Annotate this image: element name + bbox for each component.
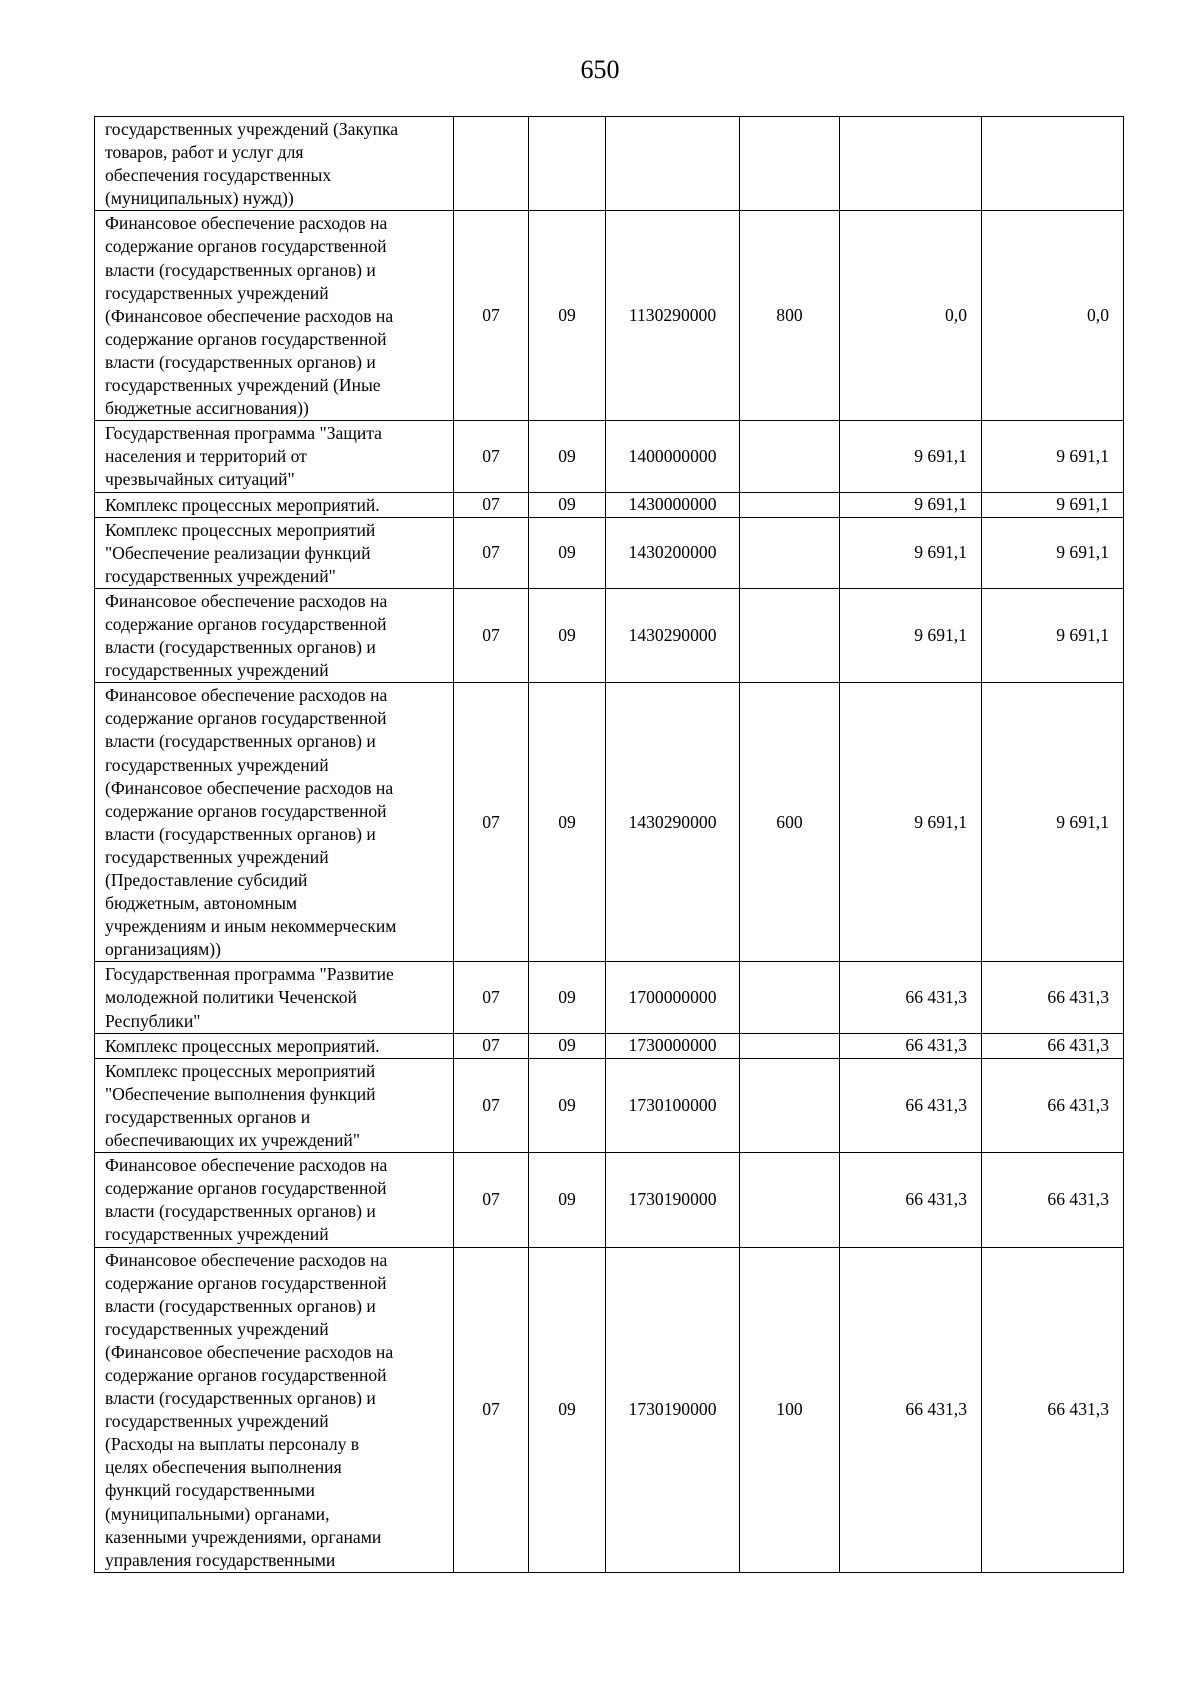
table-row bbox=[95, 421, 1124, 492]
description-line: содержание органов государственной bbox=[105, 236, 387, 257]
expense-description bbox=[95, 588, 454, 682]
section-code: 07 bbox=[454, 683, 529, 962]
amount-year-1: 9 691,1 bbox=[840, 588, 982, 682]
amount-year-1: 0,0 bbox=[840, 211, 982, 421]
subsection-code bbox=[529, 117, 606, 211]
description-line: содержание органов государственной bbox=[105, 613, 387, 634]
description-line: казенными учреждениями, органами bbox=[105, 1526, 382, 1547]
description-line: содержание органов государственной bbox=[105, 800, 387, 821]
amount-year-2: 9 691,1 bbox=[982, 683, 1124, 962]
description-line: власти (государственных органов) и bbox=[105, 823, 376, 844]
expense-description bbox=[95, 492, 454, 517]
description-line: (Финансовое обеспечение расходов на bbox=[105, 305, 394, 326]
description-line: Финансовое обеспечение расходов на bbox=[105, 1249, 388, 1270]
description-line: Государственная программа "Защита bbox=[105, 423, 382, 444]
section-code: 07 bbox=[454, 1058, 529, 1152]
expense-description bbox=[95, 517, 454, 588]
description-line: государственных учреждений bbox=[105, 754, 329, 775]
subsection-code: 09 bbox=[529, 1153, 606, 1247]
amount-year-2: 9 691,1 bbox=[982, 421, 1124, 492]
description-line: Финансовое обеспечение расходов на bbox=[105, 1155, 388, 1176]
description-line: содержание органов государственной bbox=[105, 328, 387, 349]
description-line: населения и территорий от bbox=[105, 446, 307, 467]
target-article-code: 1730190000 bbox=[606, 1153, 740, 1247]
amount-year-2: 66 431,3 bbox=[982, 1247, 1124, 1572]
subsection-code: 09 bbox=[529, 211, 606, 421]
description-line: государственных учреждений bbox=[105, 282, 329, 303]
section-code: 07 bbox=[454, 492, 529, 517]
amount-year-1: 66 431,3 bbox=[840, 1058, 982, 1152]
amount-year-1 bbox=[840, 117, 982, 211]
expense-type-code bbox=[740, 517, 840, 588]
amount-year-2: 66 431,3 bbox=[982, 1033, 1124, 1058]
section-code: 07 bbox=[454, 517, 529, 588]
description-line: функций государственными bbox=[105, 1480, 315, 1501]
target-article-code: 1430000000 bbox=[606, 492, 740, 517]
expense-type-code bbox=[740, 588, 840, 682]
expense-type-code: 800 bbox=[740, 211, 840, 421]
target-article-code: 1430200000 bbox=[606, 517, 740, 588]
expense-type-code bbox=[740, 1058, 840, 1152]
amount-year-2: 66 431,3 bbox=[982, 962, 1124, 1033]
description-line: обеспечивающих их учреждений" bbox=[105, 1130, 361, 1151]
description-line: (Финансовое обеспечение расходов на bbox=[105, 1341, 394, 1362]
section-code: 07 bbox=[454, 211, 529, 421]
description-line: Комплекс процессных мероприятий. bbox=[105, 494, 380, 515]
description-line: Комплекс процессных мероприятий. bbox=[105, 1035, 380, 1056]
description-line: государственных органов и bbox=[105, 1106, 311, 1127]
description-line: власти (государственных органов) и bbox=[105, 259, 376, 280]
expense-description bbox=[95, 1058, 454, 1152]
description-line: (Расходы на выплаты персоналу в bbox=[105, 1434, 360, 1455]
expense-type-code: 600 bbox=[740, 683, 840, 962]
subsection-code: 09 bbox=[529, 962, 606, 1033]
description-line: обеспечения государственных bbox=[105, 165, 332, 186]
description-line: учреждениям и иным некоммерческим bbox=[105, 916, 397, 937]
description-line: государственных учреждений (Иные bbox=[105, 375, 381, 396]
amount-year-2: 0,0 bbox=[982, 211, 1124, 421]
table-row bbox=[95, 962, 1124, 1033]
target-article-code: 1730100000 bbox=[606, 1058, 740, 1152]
description-line: содержание органов государственной bbox=[105, 1178, 387, 1199]
description-line: Финансовое обеспечение расходов на bbox=[105, 590, 388, 611]
table-row bbox=[95, 1153, 1124, 1247]
subsection-code: 09 bbox=[529, 1058, 606, 1152]
description-line: государственных учреждений bbox=[105, 660, 329, 681]
description-line: целях обеспечения выполнения bbox=[105, 1457, 342, 1478]
description-line: Республики" bbox=[105, 1010, 201, 1031]
table-row bbox=[95, 683, 1124, 962]
table-row bbox=[95, 211, 1124, 421]
expense-description bbox=[95, 962, 454, 1033]
description-line: власти (государственных органов) и bbox=[105, 351, 376, 372]
amount-year-1: 66 431,3 bbox=[840, 1247, 982, 1572]
expense-type-code bbox=[740, 1033, 840, 1058]
expense-type-code bbox=[740, 962, 840, 1033]
description-line: Государственная программа "Развитие bbox=[105, 964, 394, 985]
amount-year-2: 9 691,1 bbox=[982, 517, 1124, 588]
description-line: власти (государственных органов) и bbox=[105, 1201, 376, 1222]
expense-type-code: 100 bbox=[740, 1247, 840, 1572]
expense-description bbox=[95, 211, 454, 421]
amount-year-2: 9 691,1 bbox=[982, 492, 1124, 517]
table-row bbox=[95, 117, 1124, 211]
budget-table bbox=[94, 116, 1124, 1573]
description-line: (муниципальными) органами, bbox=[105, 1503, 330, 1524]
description-line: Финансовое обеспечение расходов на bbox=[105, 685, 388, 706]
section-code: 07 bbox=[454, 588, 529, 682]
expense-description bbox=[95, 1033, 454, 1058]
table-row bbox=[95, 1247, 1124, 1572]
table-row bbox=[95, 517, 1124, 588]
subsection-code: 09 bbox=[529, 683, 606, 962]
subsection-code: 09 bbox=[529, 517, 606, 588]
description-line: чрезвычайных ситуаций" bbox=[105, 469, 295, 490]
amount-year-1: 9 691,1 bbox=[840, 492, 982, 517]
subsection-code: 09 bbox=[529, 421, 606, 492]
subsection-code: 09 bbox=[529, 1247, 606, 1572]
expense-description bbox=[95, 1247, 454, 1572]
section-code: 07 bbox=[454, 1153, 529, 1247]
expense-description bbox=[95, 683, 454, 962]
description-line: государственных учреждений bbox=[105, 1318, 329, 1339]
description-line: товаров, работ и услуг для bbox=[105, 142, 304, 163]
description-line: "Обеспечение выполнения функций bbox=[105, 1083, 376, 1104]
target-article-code: 1400000000 bbox=[606, 421, 740, 492]
expense-description bbox=[95, 117, 454, 211]
description-line: (Предоставление субсидий bbox=[105, 870, 308, 890]
description-line: государственных учреждений bbox=[105, 1411, 329, 1432]
description-line: Финансовое обеспечение расходов на bbox=[105, 213, 388, 234]
expense-type-code bbox=[740, 1153, 840, 1247]
amount-year-2 bbox=[982, 117, 1124, 211]
description-line: "Обеспечение реализации функций bbox=[105, 542, 371, 563]
amount-year-1: 9 691,1 bbox=[840, 517, 982, 588]
subsection-code: 09 bbox=[529, 1033, 606, 1058]
target-article-code bbox=[606, 117, 740, 211]
description-line: Комплекс процессных мероприятий bbox=[105, 1060, 376, 1081]
amount-year-2: 9 691,1 bbox=[982, 588, 1124, 682]
description-line: содержание органов государственной bbox=[105, 1272, 387, 1293]
expense-description bbox=[95, 1153, 454, 1247]
description-line: власти (государственных органов) и bbox=[105, 731, 376, 752]
target-article-code: 1430290000 bbox=[606, 588, 740, 682]
amount-year-1: 66 431,3 bbox=[840, 1033, 982, 1058]
target-article-code: 1430290000 bbox=[606, 683, 740, 962]
description-line: власти (государственных органов) и bbox=[105, 1388, 376, 1409]
expense-description bbox=[95, 421, 454, 492]
description-line: государственных учреждений bbox=[105, 1224, 329, 1245]
amount-year-1: 66 431,3 bbox=[840, 1153, 982, 1247]
description-line: (Финансовое обеспечение расходов на bbox=[105, 777, 394, 798]
description-line: государственных учреждений" bbox=[105, 565, 336, 586]
description-line: содержание органов государственной bbox=[105, 708, 387, 729]
subsection-code: 09 bbox=[529, 588, 606, 682]
section-code: 07 bbox=[454, 1247, 529, 1572]
section-code: 07 bbox=[454, 1033, 529, 1058]
table-row bbox=[95, 588, 1124, 682]
amount-year-1: 9 691,1 bbox=[840, 421, 982, 492]
subsection-code: 09 bbox=[529, 492, 606, 517]
description-line: государственных учреждений bbox=[105, 846, 329, 867]
description-line: государственных учреждений (Закупка bbox=[105, 119, 399, 139]
target-article-code: 1130290000 bbox=[606, 211, 740, 421]
description-line: бюджетные ассигнования)) bbox=[105, 398, 309, 419]
budget-table-body bbox=[95, 117, 1124, 1573]
target-article-code: 1730000000 bbox=[606, 1033, 740, 1058]
description-line: молодежной политики Чеченской bbox=[105, 987, 357, 1008]
table-row bbox=[95, 492, 1124, 517]
expense-type-code bbox=[740, 117, 840, 211]
amount-year-2: 66 431,3 bbox=[982, 1153, 1124, 1247]
expense-type-code bbox=[740, 421, 840, 492]
target-article-code: 1730190000 bbox=[606, 1247, 740, 1572]
section-code bbox=[454, 117, 529, 211]
expense-type-code bbox=[740, 492, 840, 517]
description-line: власти (государственных органов) и bbox=[105, 1295, 376, 1316]
description-line: организациям)) bbox=[105, 939, 221, 960]
description-line: Комплекс процессных мероприятий bbox=[105, 519, 376, 540]
section-code: 07 bbox=[454, 421, 529, 492]
description-line: (муниципальных) нужд)) bbox=[105, 188, 294, 209]
page-number: 650 bbox=[580, 55, 620, 84]
target-article-code: 1700000000 bbox=[606, 962, 740, 1033]
amount-year-2: 66 431,3 bbox=[982, 1058, 1124, 1152]
amount-year-1: 66 431,3 bbox=[840, 962, 982, 1033]
description-line: власти (государственных органов) и bbox=[105, 637, 376, 658]
table-row bbox=[95, 1058, 1124, 1152]
section-code: 07 bbox=[454, 962, 529, 1033]
table-row bbox=[95, 1033, 1124, 1058]
amount-year-1: 9 691,1 bbox=[840, 683, 982, 962]
description-line: управления государственными bbox=[105, 1549, 336, 1570]
description-line: содержание органов государственной bbox=[105, 1364, 387, 1385]
description-line: бюджетным, автономным bbox=[105, 893, 298, 914]
